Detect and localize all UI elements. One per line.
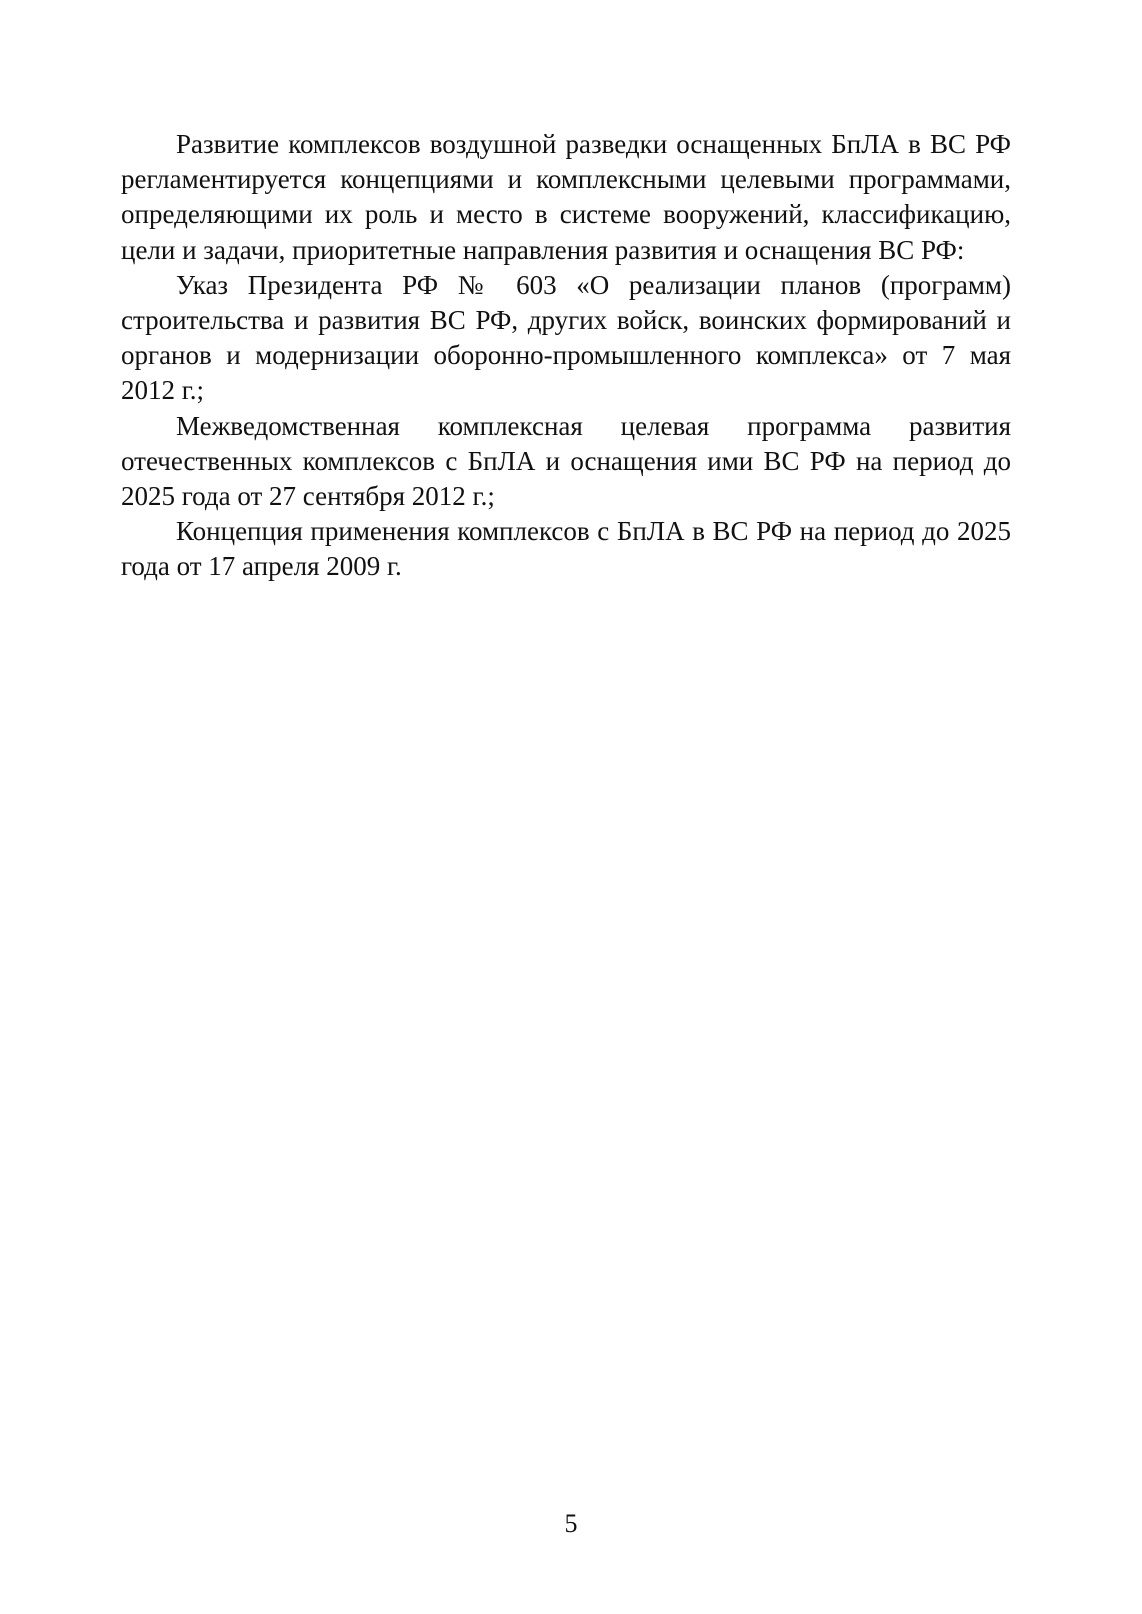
paragraph-intro: Развитие комплексов воздушной разведки оснащенных БпЛА в ВС РФ регламентируется концепциями и комплексными целевыми программами, определяющими их роль и место в системе вооружений, классификацию, цели и задачи, приоритетные направления развития и оснащения ВС РФ: — [121, 129, 1011, 265]
body-text — [121, 127, 1011, 585]
paragraph-concept: Концепция применения комплексов с БпЛА в ВС РФ на период до 2025 года от 17 апреля 2009 г. — [121, 516, 1011, 582]
page-number: 5 — [564, 1509, 578, 1538]
paragraph-decree-603: Указ Президента РФ № 603 «О реализации планов (программ) строительства и развития ВС РФ, других войск, воинских формирований и органов и модернизации оборонно-промышленного комплекса» от 7 мая 2012 г.; — [121, 269, 1011, 406]
paragraph-interagency-program: Межведомственная комплексная целевая программа развития отечественных комплексов с БпЛА и оснащения ими ВС РФ на период до 2025 года от 27 сентября 2012 г.; — [121, 410, 1011, 512]
